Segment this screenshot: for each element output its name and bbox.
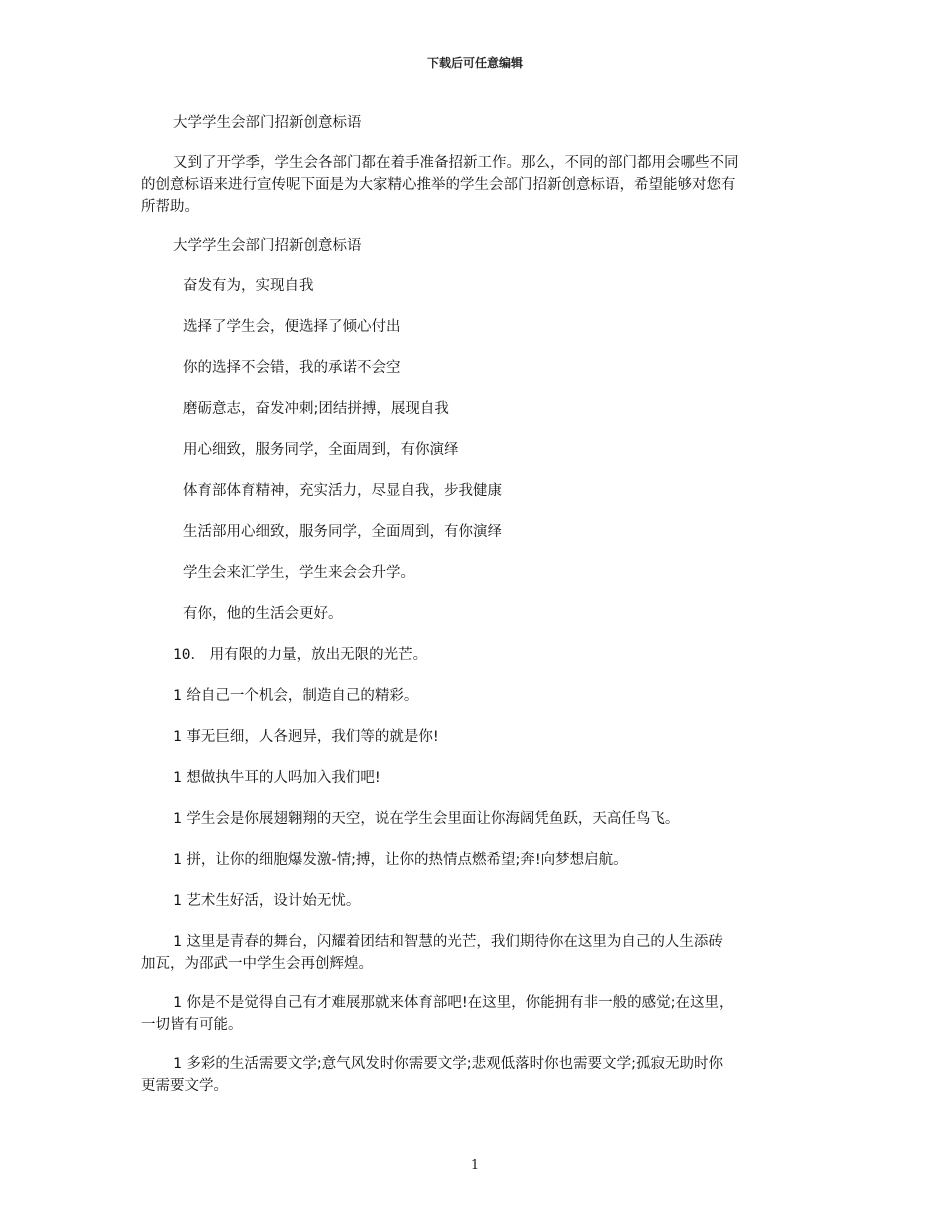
long-item-line [141,1053,811,1075]
slogan-item: 体育部体育精神，充实活力，尽显自我，步我健康 [183,483,502,499]
slogan-item: 你的选择不会错，我的承诺不会空 [183,360,401,376]
long-item-line [141,931,811,953]
long-item-list [141,931,811,1097]
numbered-item [141,849,811,871]
item-text: 你是不是觉得自己有才难展那就来体育部吧!在这里，你能拥有非一般的感觉;在这里， [186,995,734,1011]
numbered-item [141,644,811,666]
numbered-item [141,767,811,789]
numbered-item [141,726,811,748]
long-item [141,992,811,1036]
intro-paragraph [141,152,811,218]
slogan-item: 磨砺意志，奋发冲刺;团结拼搏，展现自我 [183,401,449,417]
item-text: 想做执牛耳的人吗加入我们吧! [186,770,381,786]
item-text: 学生会是你展翅翱翔的天空，说在学生会里面让你海阔凭鱼跃，天高任鸟飞。 [186,811,680,827]
item-number: 1 [173,1056,182,1072]
numbered-item [141,890,811,912]
intro-line: 又到了开学季，学生会各部门都在着手准备招新工作。那么，不同的部门都用会哪些不同 [173,155,739,171]
item-text: 拼，让你的细胞爆发激-情;搏，让你的热情点燃希望;奔!向梦想启航。 [186,852,628,868]
slogan-item: 有你，他的生活会更好。 [183,606,343,622]
intro-line: 的创意标语来进行宣传呢下面是为大家精心推举的学生会部门招新创意标语，希望能够对您有 [141,177,736,193]
item-text: 事无巨细，人各迥异，我们等的就是你! [186,729,439,745]
page-header: 下载后可任意编辑 [426,56,523,70]
item-text: 这里是青春的舞台，闪耀着团结和智慧的光芒，我们期待你在这里为自己的人生添砖 [186,934,723,950]
item-number: 1 [173,688,182,704]
slogan-list [141,275,811,625]
item-text: 给自己一个机会，制造自己的精彩。 [186,688,419,704]
slogan-item: 用心细致，服务同学，全面周到，有你演绎 [183,442,459,458]
document-body [141,112,811,1097]
item-number: 1 [173,811,182,827]
doc-title: 大学学生会部门招新创意标语 [173,115,362,131]
long-item-line [141,992,811,1014]
long-item-line: 更需要文学。 [141,1078,228,1094]
item-number: 1 [173,729,182,745]
item-text: 艺术生好活，设计始无忧。 [186,893,361,909]
long-item-line: 加瓦，为邵武一中学生会再创辉煌。 [141,956,373,972]
long-item [141,1053,811,1097]
numbered-list [141,644,811,912]
long-item [141,931,811,975]
numbered-item [141,808,811,830]
item-number: 1 [173,893,182,909]
long-item-line: 一切皆有可能。 [141,1017,243,1033]
item-number: 10． [173,647,205,663]
slogan-item: 学生会来汇学生，学生来会会升学。 [183,565,415,581]
item-text: 多彩的生活需要文学;意气风发时你需要文学;悲观低落时你也需要文学;孤寂无助时你 [186,1056,723,1072]
slogan-item: 生活部用心细致，服务同学，全面周到，有你演绎 [183,524,502,540]
page-number: 1 [470,1158,480,1173]
item-number: 1 [173,934,182,950]
numbered-item [141,685,811,707]
item-number: 1 [173,995,182,1011]
section-subtitle: 大学学生会部门招新创意标语 [173,238,362,254]
item-text: 用有限的力量，放出无限的光芒。 [209,647,428,663]
slogan-item: 选择了学生会，便选择了倾心付出 [183,319,401,335]
slogan-item: 奋发有为，实现自我 [183,278,314,294]
item-number: 1 [173,852,182,868]
item-number: 1 [173,770,182,786]
intro-line: 所帮助。 [141,199,199,215]
